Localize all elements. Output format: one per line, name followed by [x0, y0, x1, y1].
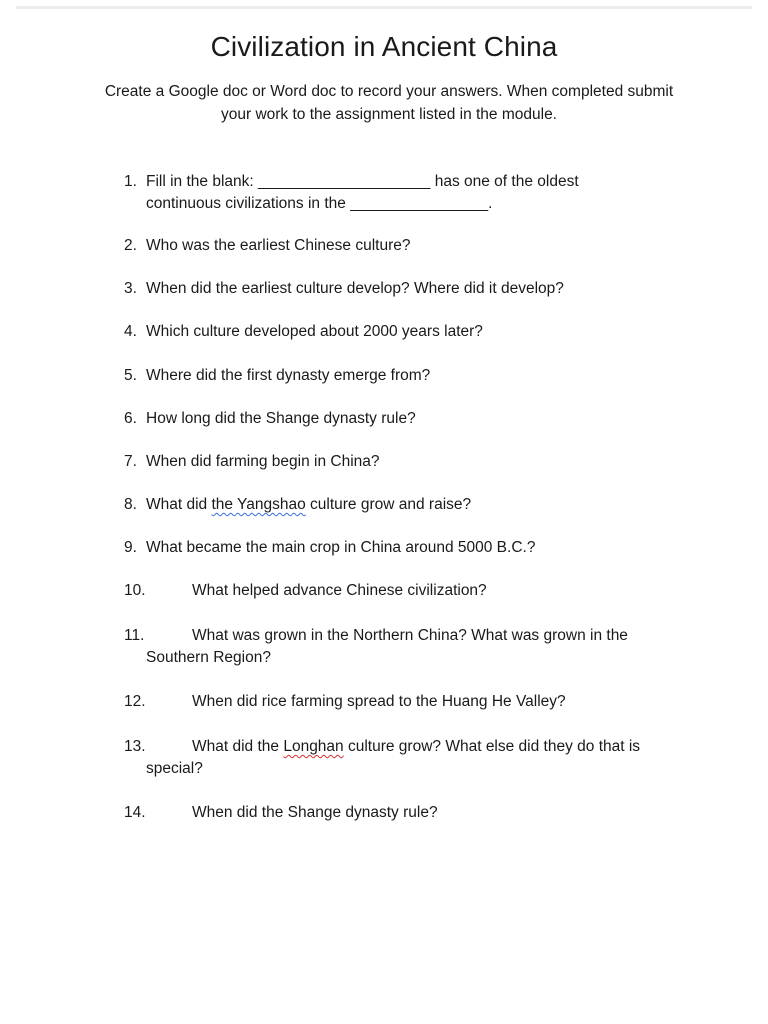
question-number: 5.	[124, 367, 137, 384]
question-text: Who was the earliest Chinese culture?	[146, 237, 411, 254]
question-text: How long did the Shange dynasty rule?	[146, 410, 416, 427]
question-item	[124, 408, 704, 430]
grammar-flagged-word: the Yangshao	[211, 496, 306, 513]
question-text-end: culture grow and raise?	[305, 496, 472, 513]
question-number: 4.	[124, 323, 137, 340]
question-number: 13.	[124, 738, 146, 755]
question-item	[124, 321, 704, 343]
question-text	[124, 736, 704, 758]
question-item	[124, 802, 704, 824]
page-top-edge	[16, 6, 752, 9]
question-item	[124, 451, 704, 473]
question-text: Fill in the blank: ____________________ has one of the oldest	[146, 173, 579, 190]
question-number: 12.	[124, 693, 146, 710]
question-text: When did the earliest culture develop? Where did it develop?	[146, 280, 564, 297]
question-item	[124, 171, 704, 215]
question-number: 7.	[124, 453, 137, 470]
question-text: When did rice farming spread to the Huang He Valley?	[192, 693, 566, 710]
question-item	[124, 278, 704, 300]
question-text: Where did the first dynasty emerge from?	[146, 367, 431, 384]
question-text-start: What did the	[192, 738, 284, 755]
question-number: 6.	[124, 410, 137, 427]
spelling-flagged-word: Longhan	[283, 738, 344, 755]
question-item	[124, 537, 704, 559]
question-number: 11.	[124, 627, 145, 644]
question-text-end: culture grow? What else did they do that is	[343, 738, 641, 755]
question-text: What was grown in the Northern China? What was grown in the	[192, 627, 628, 644]
question-text: What helped advance Chinese civilization?	[192, 582, 487, 599]
question-text: What became the main crop in China around 5000 B.C.?	[146, 539, 536, 556]
document-instructions: Create a Google doc or Word doc to record your answers. When completed submit your work to the assignment listed in the module.	[104, 83, 674, 123]
question-item	[124, 736, 704, 780]
question-text	[124, 494, 704, 516]
question-text: Which culture developed about 2000 years later?	[146, 323, 483, 340]
question-item	[124, 625, 704, 669]
question-text: When did farming begin in China?	[146, 453, 380, 470]
question-number: 8.	[124, 496, 137, 513]
question-item	[124, 691, 704, 713]
question-text: When did the Shange dynasty rule?	[192, 804, 438, 821]
question-text-continued: Southern Region?	[146, 649, 271, 666]
question-number: 9.	[124, 539, 137, 556]
question-item	[124, 580, 704, 602]
question-number: 3.	[124, 280, 137, 297]
question-text-continued: special?	[146, 760, 203, 777]
question-number: 2.	[124, 237, 137, 254]
document-title: Civilization in Ancient China	[210, 31, 558, 62]
question-item	[124, 365, 704, 387]
question-number: 14.	[124, 804, 146, 821]
question-item	[124, 494, 704, 516]
question-number: 10.	[124, 582, 146, 599]
question-number: 1.	[124, 173, 137, 190]
question-text-start: What did	[146, 496, 212, 513]
question-item	[124, 235, 704, 257]
question-text-continued: continuous civilizations in the ________________.	[146, 195, 493, 212]
